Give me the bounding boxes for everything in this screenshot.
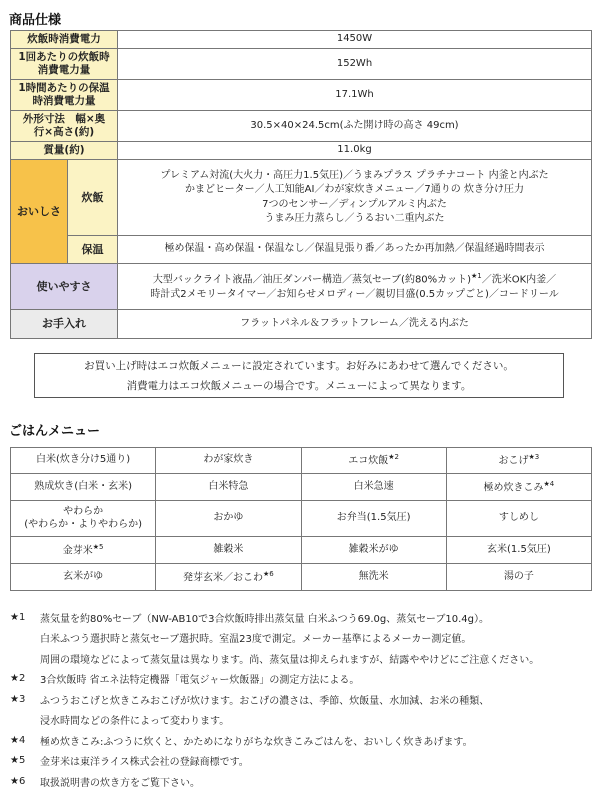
- oteire-features: フラットパネル＆フラットフレーム／洗える内ぶた: [118, 310, 592, 339]
- menu-item-label: 湯の子: [503, 570, 534, 582]
- menu-item: [446, 448, 591, 474]
- footnote-mark: ★3: [10, 693, 26, 705]
- menu-item: [446, 474, 591, 501]
- menu-item: [11, 448, 156, 474]
- menu-item-label: お弁当(1.5気圧): [336, 512, 411, 524]
- menu-item: [156, 501, 301, 537]
- footnote-text: 取扱説明書の炊き方をご覧下さい。: [40, 777, 200, 789]
- menu-item-label: エコ炊飯: [348, 455, 389, 467]
- footnote-text: 蒸気量を約80%セーブ（NW-AB10で3合炊飯時排出蒸気量 白米ふつう69.0g、蒸気セーブ10.4g）。: [40, 613, 489, 625]
- spec-label: 外形寸法 幅×奥 行×高さ(約): [11, 111, 118, 142]
- spec-row-energy-cook: [11, 49, 592, 80]
- menu-item-label: 白米急速: [353, 480, 394, 492]
- menu-item: [301, 474, 446, 501]
- spec-row-tsukaiyasusa: [11, 264, 592, 310]
- footnote-text: 金芽米は東洋ライス株式会社の登録商標です。: [40, 757, 249, 769]
- footnote-text: 浸水時間などの条件によって変わります。: [40, 716, 230, 728]
- menu-item-label: 玄米がゆ: [63, 570, 104, 582]
- footnote-row: [10, 669, 595, 690]
- menu-item: [446, 501, 591, 537]
- menu-row: [11, 537, 592, 564]
- footnote-row: [10, 730, 595, 751]
- menu-item-label: 玄米(1.5気圧): [487, 543, 551, 555]
- spec-row-dimensions: [11, 111, 592, 142]
- footnote-mark: ★4: [10, 734, 26, 746]
- menu-item: [11, 537, 156, 564]
- menu-title: ごはんメニュー: [9, 424, 101, 439]
- spec-value: 17.1Wh: [118, 80, 592, 111]
- spec-row-oteire: [11, 310, 592, 339]
- eco-notice-box: [34, 353, 564, 398]
- footnote-mark: ★5: [92, 542, 104, 551]
- spec-value: 152Wh: [118, 49, 592, 80]
- menu-item: [156, 474, 301, 501]
- footnote-row: [10, 648, 595, 669]
- menu-item: [11, 474, 156, 501]
- menu-item: [11, 501, 156, 537]
- menu-row: [11, 501, 592, 537]
- menu-item-label: 雑穀米: [213, 543, 244, 555]
- feature-text: 大型バックライト液晶／油圧ダンパー構造／蒸気セーブ(約80%カット): [152, 274, 471, 286]
- menu-item-label: 熟成炊き(白米・玄米): [34, 480, 133, 492]
- notice-line: 消費電力はエコ炊飯メニューの場合です。メニューによって異なります。: [126, 380, 472, 392]
- spec-value: 1450W: [118, 31, 592, 49]
- hoon-features: 極め保温・高め保温・保温なし／保温見張り番／あったか再加熱／保温経過時間表示: [118, 236, 592, 264]
- footnote-row: [10, 710, 595, 731]
- spec-label: 1回あたりの炊飯時 消費電力量: [11, 49, 118, 80]
- menu-item-label: すしめし: [498, 512, 539, 524]
- footnote-mark: ★6: [10, 775, 26, 787]
- menu-item-label: 白米特急: [208, 480, 249, 492]
- notice-line: お買い上げ時はエコ炊飯メニューに設定されています。お好みにあわせて選んでください。: [84, 360, 514, 372]
- spec-title: 商品仕様: [9, 13, 62, 28]
- suihan-line: 7つのセンサー／ディンプルアルミ内ぶた: [262, 198, 447, 210]
- menu-item: [156, 537, 301, 564]
- category-oteire: お手入れ: [11, 310, 118, 339]
- feature-text: ／洗米OK内釜／: [481, 274, 557, 286]
- menu-row: [11, 474, 592, 501]
- spec-table: [10, 30, 592, 339]
- menu-item: [301, 564, 446, 591]
- spec-value: 11.0kg: [118, 142, 592, 160]
- suihan-line: プレミアム対流(大火力・高圧力1.5気圧)／うまみプラス プラチナコート 内釜と内ぶた: [160, 169, 549, 181]
- footnote-mark: ★2: [10, 673, 26, 685]
- menu-item-label: 発芽玄米／おこわ: [183, 571, 263, 583]
- menu-item: [446, 537, 591, 564]
- footnote-mark: ★5: [10, 755, 26, 767]
- menu-item: [11, 564, 156, 591]
- footnote-mark: ★1: [10, 611, 26, 623]
- footnote-mark: ★6: [263, 569, 274, 578]
- suihan-line: かまどヒーター／人工知能AI／わが家炊きメニュー／7通りの 炊き分け圧力: [185, 184, 524, 195]
- spec-row-power: [11, 31, 592, 49]
- menu-item-label: 金芽米: [62, 544, 93, 556]
- menu-item: [301, 448, 446, 474]
- spec-value: 30.5×40×24.5cm(ふた開け時の高さ 49cm): [118, 111, 592, 142]
- menu-item-label: わが家炊き: [203, 454, 254, 466]
- menu-item-label: 雑穀米がゆ: [348, 543, 399, 555]
- spec-label: 質量(約): [11, 142, 118, 160]
- footnote-text: ふつうおこげと炊きこみおこげが炊けます。おこげの濃さは、季節、炊飯量、水加減、お米の種類、: [40, 695, 490, 707]
- menu-item-label: 極め炊きこみ: [483, 481, 544, 493]
- menu-row: [11, 448, 592, 474]
- category-tsukaiyasusa: 使いやすさ: [11, 264, 118, 310]
- footnotes: [10, 607, 595, 792]
- spec-row-suihan: [11, 160, 592, 236]
- menu-item-label: おこげ: [498, 455, 529, 467]
- spec-row-hoon: [11, 236, 592, 264]
- footnote-text: 3合炊飯時 省エネ法特定機器「電気ジャー炊飯器」の測定方法による。: [40, 675, 360, 687]
- menu-item: [446, 564, 591, 591]
- spec-label: 1時間あたりの保温 時消費電力量: [11, 80, 118, 111]
- menu-item-label: 無洗米: [358, 570, 389, 582]
- footnote-text: 白米ふつう選択時と蒸気セーブ選択時。室温23度で測定。メーカー基準によるメーカー測定値。: [40, 634, 472, 646]
- menu-item: [156, 564, 301, 591]
- footnote-row: [10, 771, 595, 792]
- menu-table: [10, 447, 592, 591]
- menu-item-label: 白米(炊き分け5通り): [36, 454, 131, 466]
- tsukaiyasusa-features: [118, 264, 592, 310]
- footnote-text: 周囲の環境などによって蒸気量は異なります。尚、蒸気量は抑えられますが、結露ややけどにご注意ください。: [40, 654, 540, 666]
- menu-item: [301, 537, 446, 564]
- spec-row-energy-keepwarm: [11, 80, 592, 111]
- footnote-row: [10, 689, 595, 710]
- spec-label: 炊飯時消費電力: [11, 31, 118, 49]
- footnote-text: 極め炊きこみ:ふつうに炊くと、かためになりがちな炊きこみごはんを、おいしく炊きあげます。: [40, 736, 473, 748]
- footnote-mark: ★1: [470, 271, 482, 280]
- menu-item-label: おかゆ: [213, 512, 244, 524]
- footnote-mark: ★4: [543, 479, 555, 488]
- menu-item-label: やわらか (やわらか・よりやわらか): [24, 506, 143, 530]
- footnote-row: [10, 628, 595, 649]
- footnote-mark: ★3: [528, 453, 540, 462]
- suihan-features: [118, 160, 592, 236]
- menu-item: [156, 448, 301, 474]
- footnote-row: [10, 607, 595, 628]
- subcategory-hoon: 保温: [68, 236, 118, 264]
- suihan-line: うまみ圧力蒸らし／うるおい二重内ぶた: [264, 213, 445, 224]
- category-oishisa: おいしさ: [11, 160, 68, 264]
- menu-item: [301, 501, 446, 537]
- spec-row-weight: [11, 142, 592, 160]
- subcategory-suihan: 炊飯: [68, 160, 118, 236]
- footnote-row: [10, 751, 595, 772]
- footnote-mark: ★2: [388, 453, 399, 462]
- menu-row: [11, 564, 592, 591]
- feature-text: 時計式2メモリータイマー／お知らせメロディー／親切目盛(0.5カップごと)／コードリール: [150, 288, 559, 300]
